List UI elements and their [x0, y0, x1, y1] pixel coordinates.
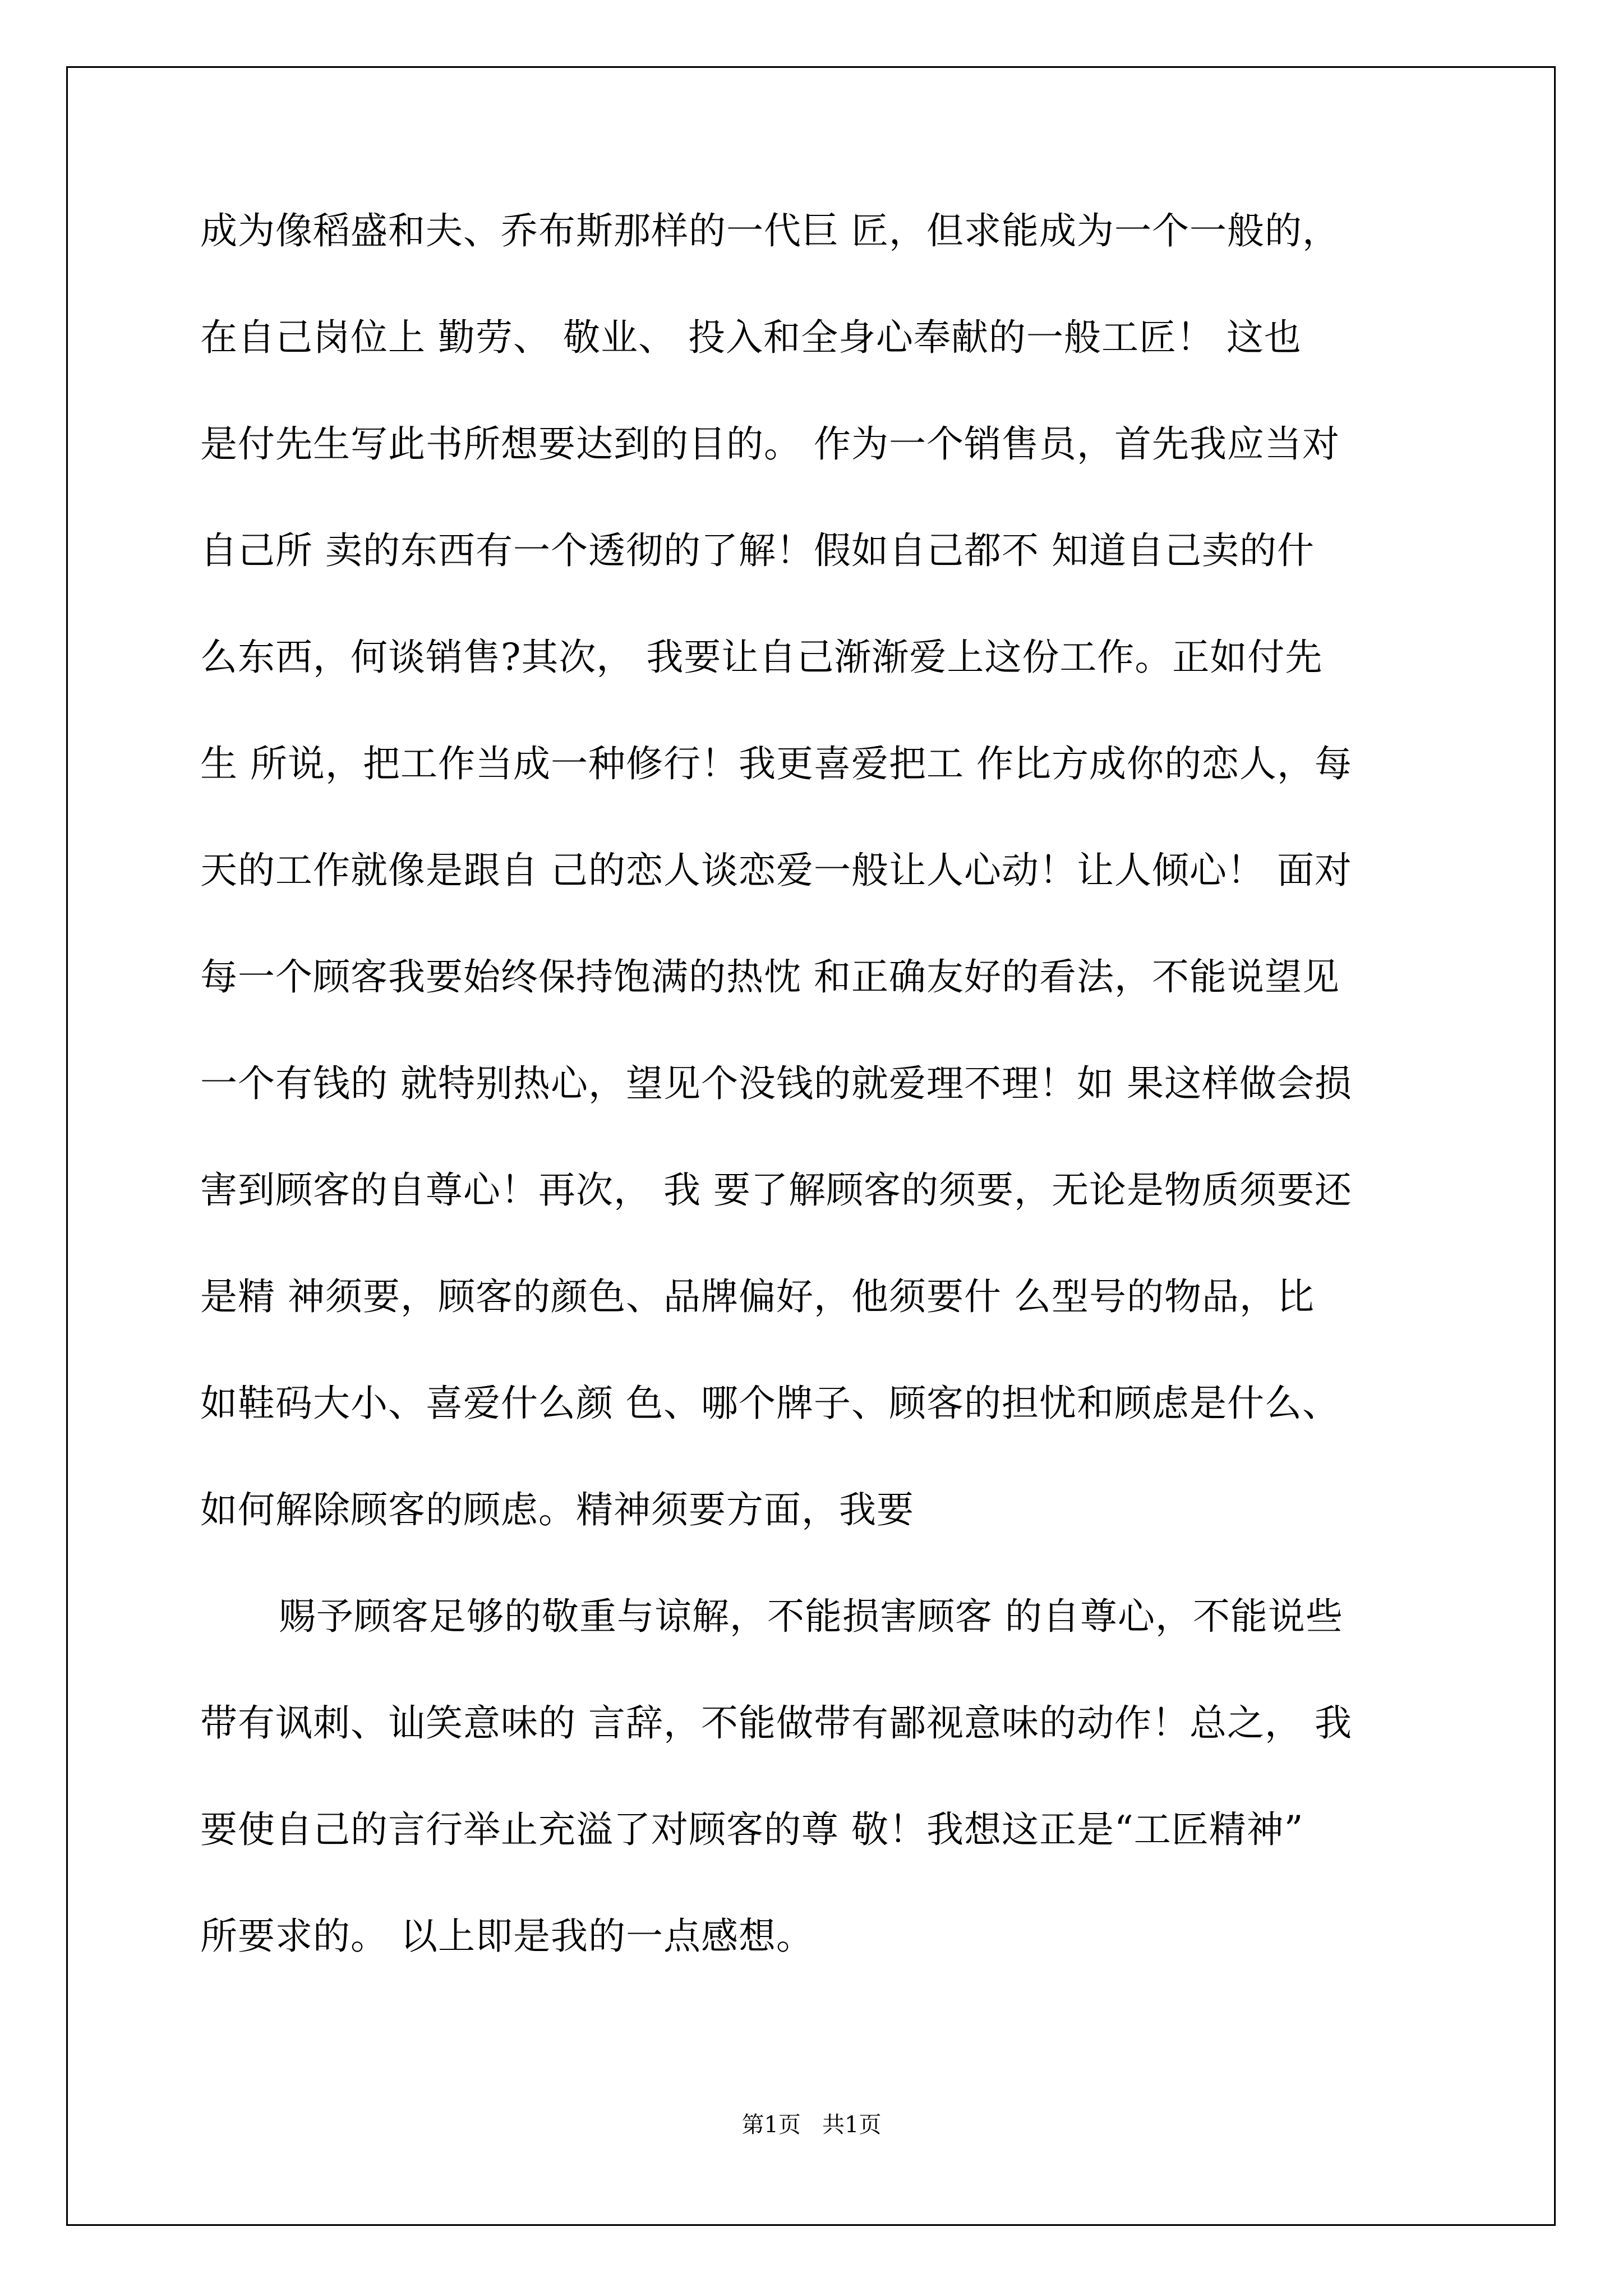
text-line: 么东西，何谈销售?其次， 我要让自己渐渐爱上这份工作。正如付先 — [200, 636, 1323, 679]
page-border — [66, 66, 1556, 2226]
text-line: 天的工作就像是跟自 己的恋人谈恋爱一般让人心动！让人倾心！ 面对 — [200, 849, 1352, 892]
page-footer: 第1页 共1页 — [741, 2112, 882, 2138]
text-line: 要使自己的言行举止充溢了对顾客的尊 敬！我想这正是“工匠精神” — [200, 1808, 1304, 1851]
text-line: 自己所 卖的东西有一个透彻的了解！假如自己都不 知道自己卖的什 — [200, 529, 1315, 572]
text-line: 成为像稻盛和夫、乔布斯那样的一代巨 匠，但求能成为一个一般的， — [200, 209, 1340, 252]
text-line: 每一个顾客我要始终保持饱满的热忱 和正确友好的看法，不能说望见 — [200, 955, 1340, 999]
text-line: 是付先生写此书所想要达到的目的。 作为一个销售员，首先我应当对 — [200, 422, 1340, 466]
text-line: 在自己岗位上 勤劳、 敬业、 投入和全身心奉献的一般工匠！ 这也 — [200, 316, 1302, 359]
text-line: 是精 神须要，顾客的颜色、品牌偏好，他须要什 么型号的物品，比 — [200, 1275, 1315, 1318]
paragraph-first-line: 赐予顾客足够的敬重与谅解，不能损害顾客 的自尊心，不能说些 — [279, 1595, 1343, 1638]
text-line: 害到顾客的自尊心！再次， 我 要了解顾客的须要，无论是物质须要还 — [200, 1168, 1352, 1212]
text-line: 如鞋码大小、喜爱什么颜 色、哪个牌子、顾客的担忧和顾虑是什么、 — [200, 1382, 1340, 1425]
text-line: 一个有钱的 就特别热心，望见个没钱的就爱理不理！如 果这样做会损 — [200, 1062, 1352, 1105]
text-line: 带有讽刺、讪笑意味的 言辞，不能做带有鄙视意味的动作！总之， 我 — [200, 1701, 1352, 1745]
text-line: 如何解除顾客的顾虑。精神须要方面，我要 — [200, 1488, 914, 1531]
text-line: 所要求的。 以上即是我的一点感想。 — [200, 1915, 814, 1958]
text-line: 生 所说，把工作当成一种修行！我更喜爱把工 作比方成你的恋人，每 — [200, 742, 1352, 785]
